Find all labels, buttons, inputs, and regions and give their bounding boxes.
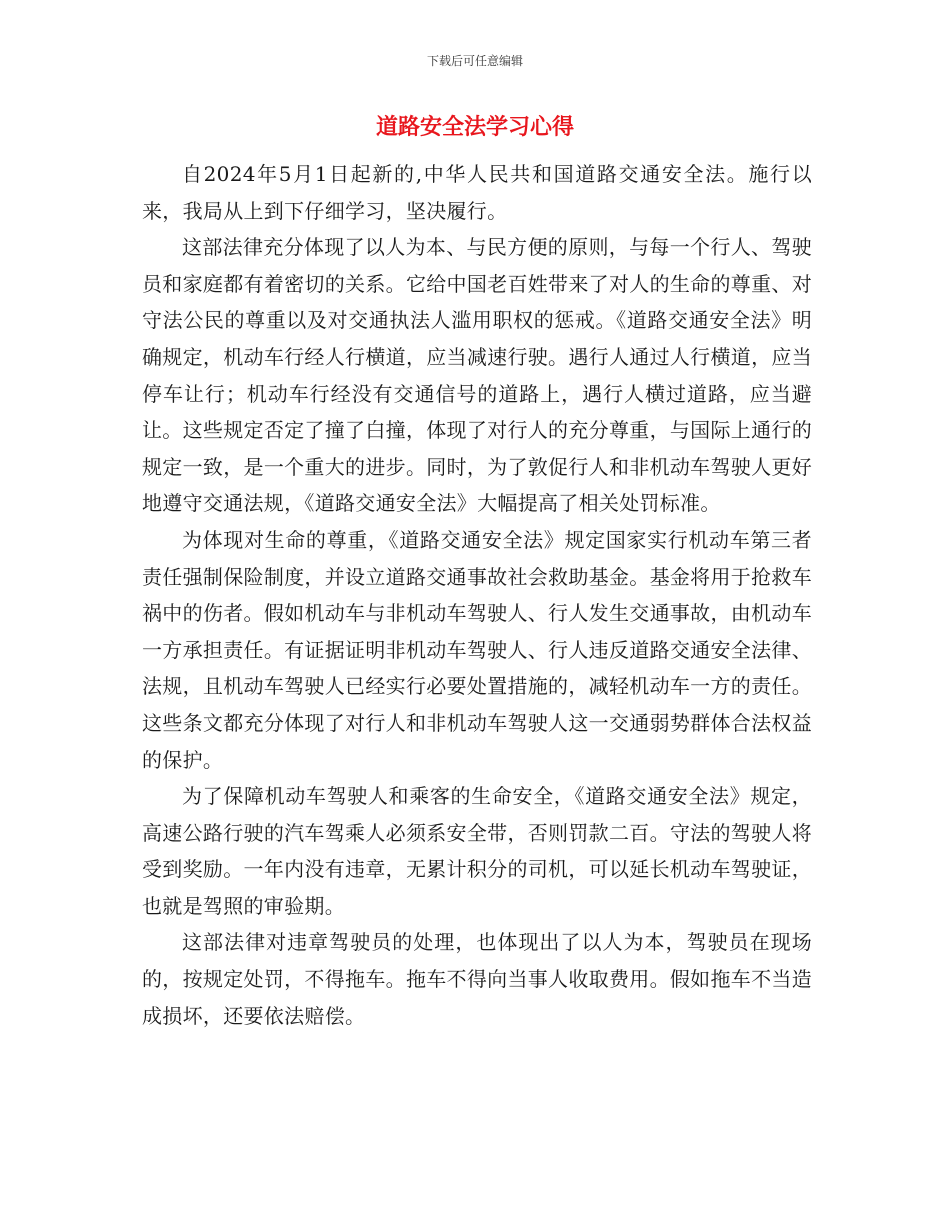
paragraph-3: 为体现对生命的尊重，《道路交通安全法》规定国家实行机动车第三者责任强制保险制度，并设立道路交通事故社会救助基金。基金将用于抢救车祸中的伤者。假如机动车与非机动车驾驶人、行人发生交通事故，由机动车一方承担责任。有证据证明非机动车驾驶人、行人违反道路交通安全法律、法规，且机动车驾驶人已经实行必要处置措施的，减轻机动车一方的责任。这些条文都充分体现了对行人和非机动车驾驶人这一交通弱势群体合法权益的保护。 <box>142 527 812 772</box>
document-body <box>142 156 812 1034</box>
paragraph-5: 这部法律对违章驾驶员的处理，也体现出了以人为本，驾驶员在现场的，按规定处罚，不得拖车。拖车不得向当事人收取费用。假如拖车不当造成损坏，还要依法赔偿。 <box>142 930 812 1028</box>
page-header-note: 下载后可任意编辑 <box>426 54 523 68</box>
paragraph-1: 自2024年5月1日起新的,中华人民共和国道路交通安全法。施行以来，我局从上到下仔细学习，坚决履行。 <box>142 162 812 223</box>
paragraph-4: 为了保障机动车驾驶人和乘客的生命安全，《道路交通安全法》规定，高速公路行驶的汽车驾乘人必须系安全带，否则罚款二百。守法的驾驶人将受到奖励。一年内没有违章，无累计积分的司机，可以延长机动车驾驶证，也就是驾照的审验期。 <box>142 784 812 918</box>
document-title: 道路安全法学习心得 <box>375 115 574 140</box>
paragraph-2: 这部法律充分体现了以人为本、与民方便的原则，与每一个行人、驾驶员和家庭都有着密切的关系。它给中国老百姓带来了对人的生命的尊重、对守法公民的尊重以及对交通执法人滥用职权的惩戒。《道路交通安全法》明确规定，机动车行经人行横道，应当减速行驶。遇行人通过人行横道，应当停车让行；机动车行经没有交通信号的道路上，遇行人横过道路，应当避让。这些规定否定了撞了白撞，体现了对行人的充分尊重，与国际上通行的规定一致，是一个重大的进步。同时，为了敦促行人和非机动车驾驶人更好地遵守交通法规，《道路交通安全法》大幅提高了相关处罚标准。 <box>142 235 812 516</box>
